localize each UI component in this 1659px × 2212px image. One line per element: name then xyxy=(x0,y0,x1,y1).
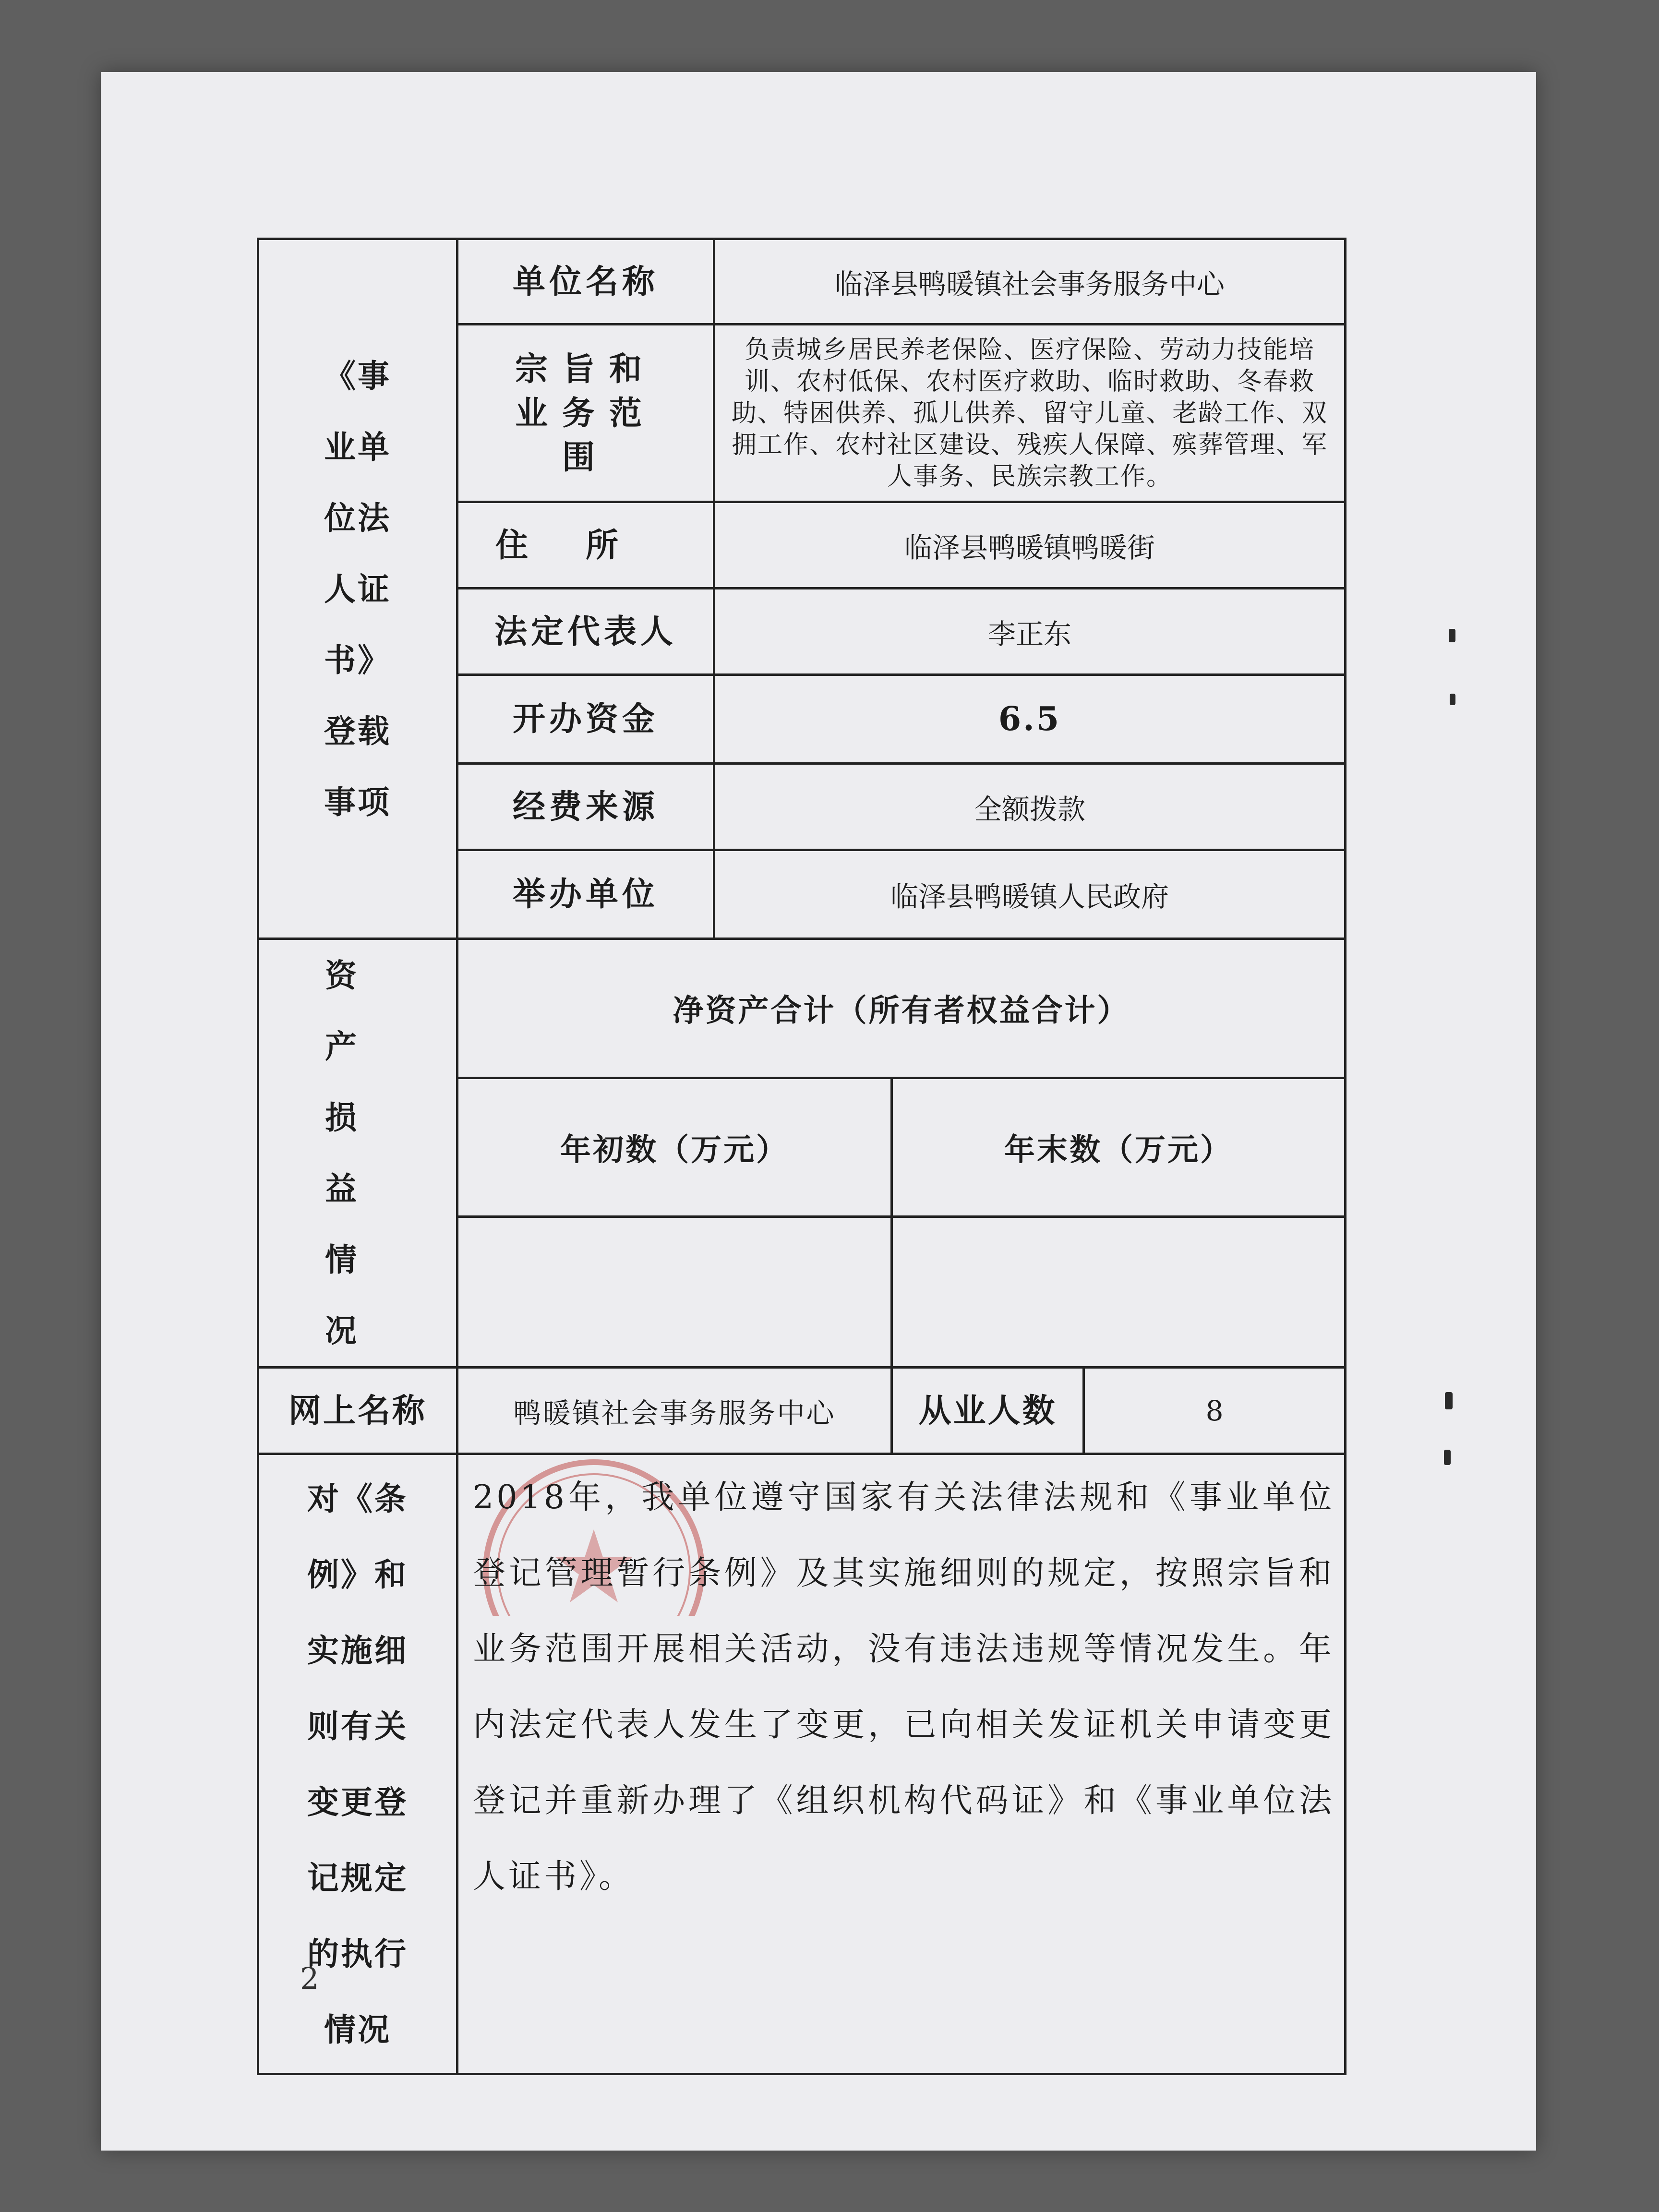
document-page xyxy=(101,72,1536,2151)
net-assets-header: 净资产合计（所有者权益合计） xyxy=(457,939,1346,1078)
funding-value: 全额拨款 xyxy=(714,764,1346,850)
capital-label: 开办资金 xyxy=(457,675,714,764)
sponsor-value: 临泽县鸭暖镇人民政府 xyxy=(714,850,1346,939)
capital-value: 6.5 xyxy=(714,675,1346,764)
assets-section-text: 资产损益情况 xyxy=(325,957,409,1349)
online-name-label: 网上名称 xyxy=(258,1368,457,1454)
execution-text: 2018年，我单位遵守国家有关法律法规和《事业单位登记管理暂行条例》及其实施细则的规定，按照宗旨和业务范围开展相关活动，没有违法违规等情况发生。年内法定代表人发生了变更，已向相关发证机关申请变更登记并重新办理了《组织机构代码证》和《事业单位法人证书》。 xyxy=(473,1479,1335,1896)
end-of-year-header: 年末数（万元） xyxy=(892,1078,1346,1217)
execution-section-title xyxy=(258,1454,457,2074)
funding-label: 经费来源 xyxy=(457,764,714,850)
staff-count-label: 从业人数 xyxy=(892,1368,1084,1454)
certificate-section-text: 《事业单位法人证书》登载事项 xyxy=(324,357,391,821)
binding-hole-icon xyxy=(1445,1392,1453,1409)
assets-section-title xyxy=(258,939,457,1368)
purpose-label xyxy=(457,325,714,502)
sponsor-label: 举办单位 xyxy=(457,850,714,939)
annual-report-table xyxy=(257,238,1346,2075)
address-label: 住所 xyxy=(457,502,714,589)
legal-rep-label: 法定代表人 xyxy=(457,589,714,675)
binding-hole-icon xyxy=(1450,694,1455,705)
certificate-section-title xyxy=(258,239,457,939)
execution-cell xyxy=(457,1454,1346,2074)
execution-section-text: 对《条例》和实施细则有关变更登记规定的执行情况 xyxy=(307,1479,408,2048)
unit-name-value: 临泽县鸭暖镇社会事务服务中心 xyxy=(714,239,1346,325)
binding-hole-icon xyxy=(1449,629,1455,642)
unit-name-label: 单位名称 xyxy=(457,239,714,325)
start-of-year-header: 年初数（万元） xyxy=(457,1078,892,1217)
start-of-year-value xyxy=(457,1217,892,1368)
purpose-label-text: 宗旨和业务范围 xyxy=(515,349,656,477)
end-of-year-value xyxy=(892,1217,1346,1368)
address-value: 临泽县鸭暖镇鸭暖街 xyxy=(714,502,1346,589)
page-number: 2 xyxy=(300,1961,319,1996)
purpose-value: 负责城乡居民养老保险、医疗保险、劳动力技能培训、农村低保、农村医疗救助、临时救助、冬春救助、特困供养、孤儿供养、留守儿童、老龄工作、双拥工作、农村社区建设、残疾人保障、殡葬管理、军人事务、民族宗教工作。 xyxy=(714,325,1346,502)
legal-rep-value: 李正东 xyxy=(714,589,1346,675)
staff-count-value: 8 xyxy=(1084,1368,1346,1454)
online-name-value: 鸭暖镇社会事务服务中心 xyxy=(457,1368,892,1454)
binding-hole-icon xyxy=(1444,1450,1451,1465)
